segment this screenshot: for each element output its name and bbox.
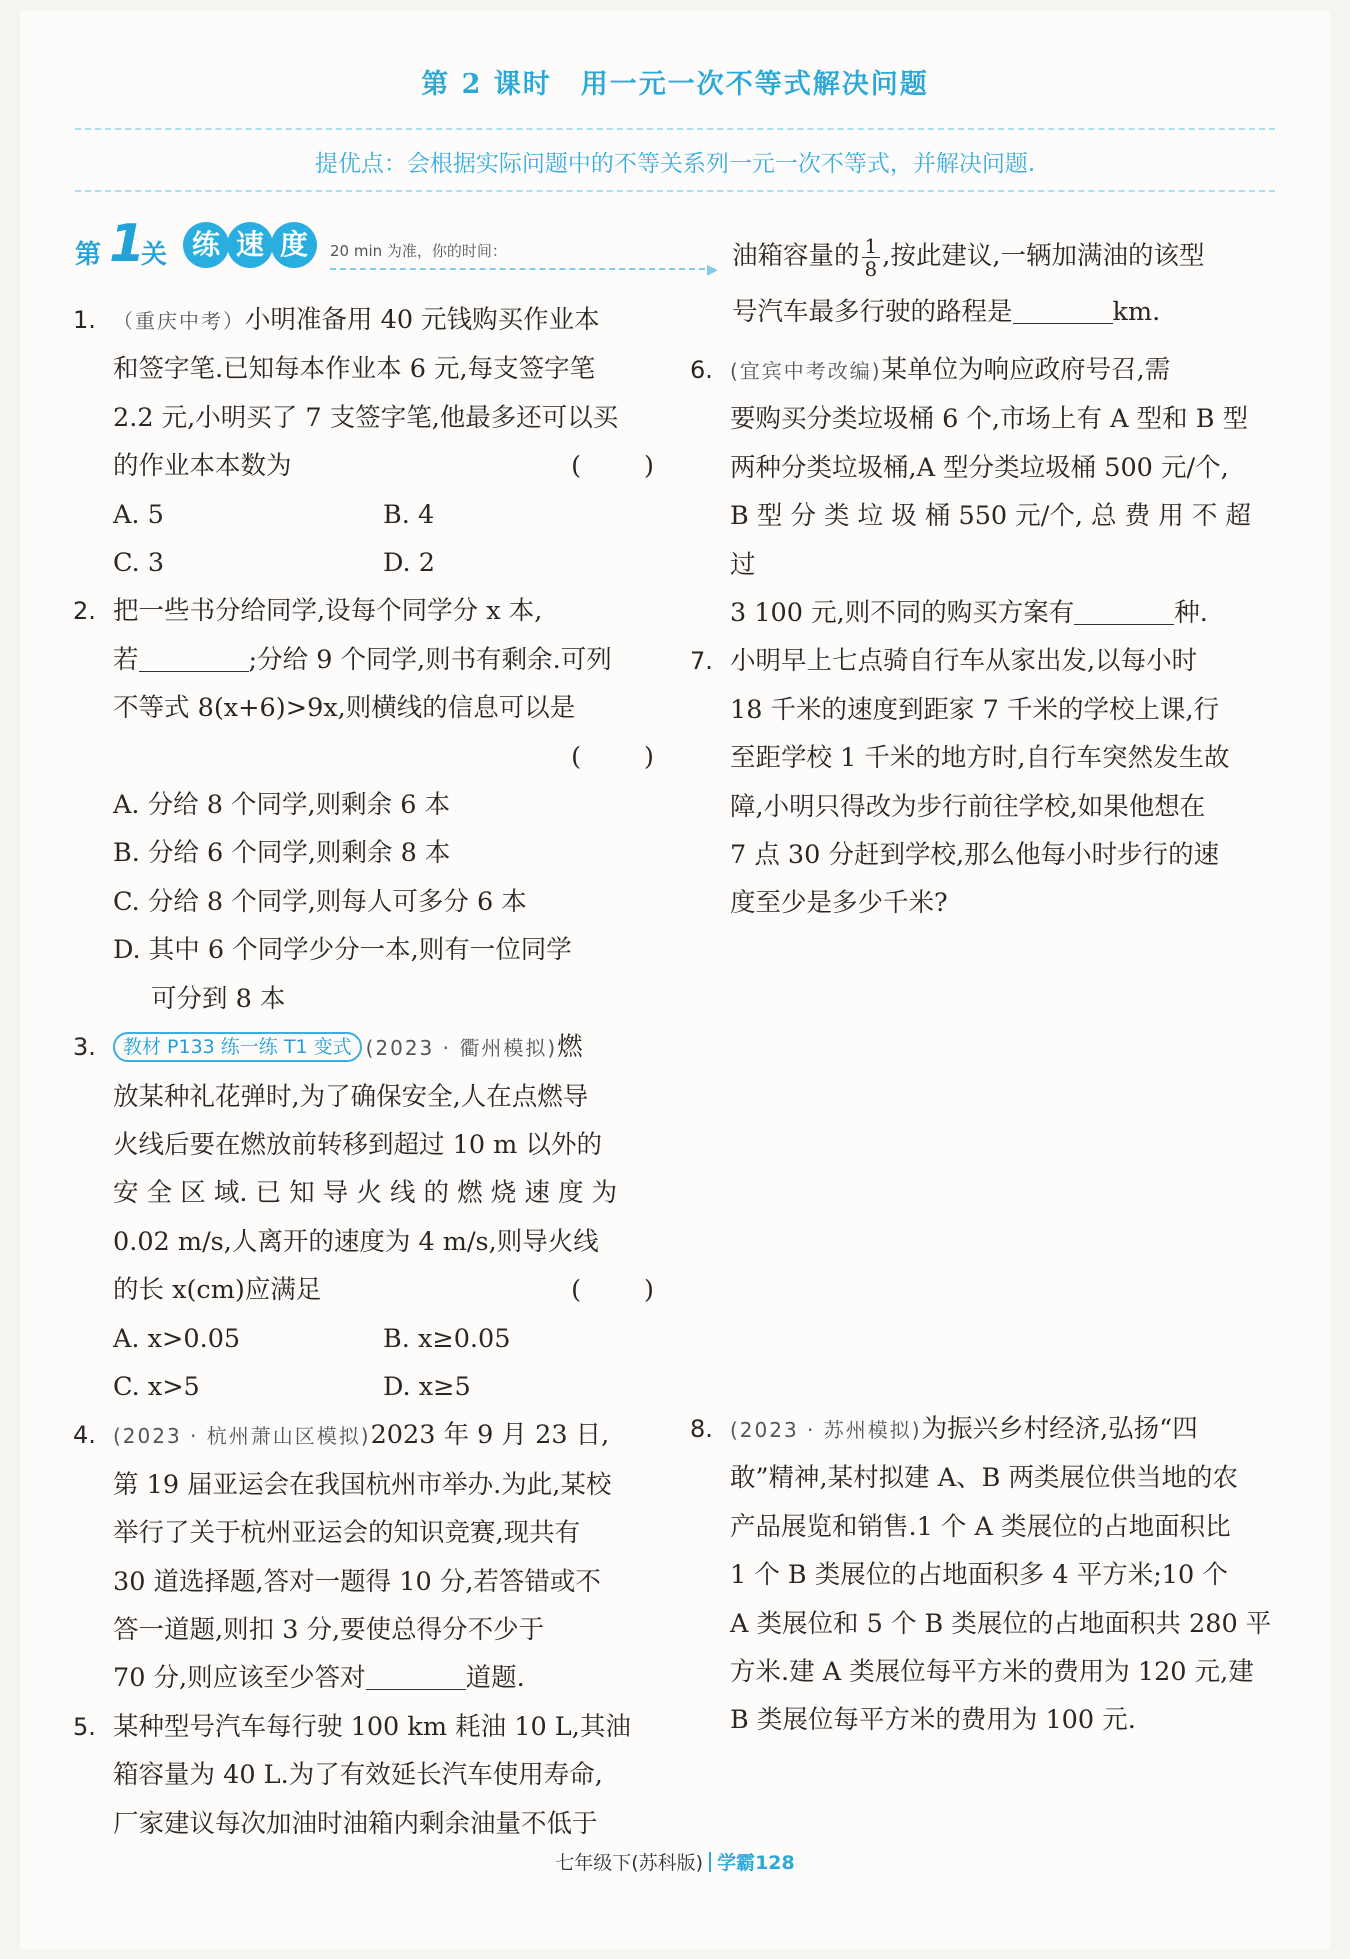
level-char-3: 度 — [271, 222, 317, 268]
question-text: 小明准备用 40 元钱购买作业本 — [245, 305, 600, 335]
tips-text: 提优点：会根据实际问题中的不等关系列一元一次不等式，并解决问题. — [314, 151, 1036, 177]
option[interactable]: D. x≥5 — [383, 1371, 471, 1402]
level-char-2: 速 — [227, 222, 273, 268]
question-text: ;分给 9 个同学,则书有剩余.可列 — [248, 644, 612, 675]
question-text: 厂家建议每次加油时油箱内剩余油量不低于 — [113, 1808, 598, 1839]
question-7 — [690, 637, 1280, 927]
question-text: 种. — [1174, 598, 1208, 629]
textbook-tag[interactable]: 教材 P133 练一练 T1 变式 — [113, 1032, 362, 1062]
question-text: 道题. — [465, 1663, 525, 1694]
question-text: 燃 — [557, 1032, 583, 1063]
question-text: 3 100 元,则不同的购买方案有 — [730, 598, 1075, 629]
question-text: 和签字笔.已知每本作业本 6 元,每支签字笔 — [113, 354, 596, 385]
question-text: 2.2 元,小明买了 7 支签字笔,他最多还可以买 — [113, 402, 619, 433]
time-line — [330, 268, 715, 270]
question-6 — [690, 346, 1280, 637]
answer-blank[interactable] — [1013, 297, 1113, 324]
footer-grade: 七年级下(苏科版) — [555, 1852, 704, 1874]
answer-blank[interactable] — [366, 1663, 466, 1690]
question-text: 号汽车最多行驶的路程是 — [732, 297, 1013, 327]
question-1 — [73, 296, 658, 491]
question-text: 2023 年 9 月 23 日, — [370, 1420, 610, 1451]
question-text: 油箱容量的 — [732, 241, 860, 271]
question-2 — [73, 587, 658, 781]
question-text: 不等式 8(x+6)>9x,则横线的信息可以是 — [113, 693, 576, 724]
level-prefix: 第 — [75, 240, 102, 270]
question-number: 7. — [690, 647, 713, 676]
question-3 — [73, 1023, 658, 1314]
question-text: 的长 x(cm)应满足 — [113, 1275, 322, 1306]
question-text: A 类展位和 5 个 B 类展位的占地面积共 280 平 — [730, 1608, 1272, 1639]
question-text: 产品展览和销售.1 个 A 类展位的占地面积比 — [730, 1511, 1231, 1542]
left-column — [73, 296, 658, 1848]
time-note: 20 min 为准，你的时间： — [330, 242, 507, 260]
option[interactable]: B. x≥0.05 — [383, 1323, 511, 1354]
question-text: 18 千米的速度到距家 7 千米的学校上课,行 — [730, 694, 1220, 725]
question-text: 答一道题,则扣 3 分,要使总得分不少于 — [113, 1614, 545, 1645]
divider — [75, 128, 1275, 130]
option[interactable]: C. 分给 8 个同学,则每人可多分 6 本 — [113, 886, 527, 917]
question-number: 3. — [73, 1033, 96, 1062]
question-text: 至距学校 1 千米的地方时,自行车突然发生故 — [730, 743, 1230, 774]
question-number: 8. — [690, 1414, 713, 1443]
footer-separator — [709, 1852, 711, 1872]
option[interactable]: A. 分给 8 个同学,则剩余 6 本 — [113, 790, 451, 821]
right-column — [690, 228, 1280, 1745]
options — [73, 1315, 658, 1412]
option[interactable]: B. 分给 6 个同学,则剩余 8 本 — [113, 838, 451, 869]
question-source: (宜宾中考改编) — [730, 359, 882, 383]
fraction-numerator: 1 — [862, 235, 881, 258]
question-number: 4. — [73, 1421, 96, 1450]
question-5-continued — [690, 228, 1280, 340]
answer-paren[interactable]: ( ) — [571, 741, 658, 772]
footer-brand: 学霸 — [717, 1852, 756, 1874]
question-number: 1. — [73, 306, 96, 334]
answer-blank[interactable] — [1074, 598, 1174, 625]
question-text: 70 分,则应该至少答对 — [113, 1663, 366, 1694]
question-text: 为振兴乡村经济,弘扬“四 — [921, 1413, 1198, 1444]
question-text: B 型 分 类 垃 圾 桶 550 元/个, 总 费 用 不 超 过 — [730, 501, 1251, 580]
question-source: (2023 · 苏州模拟) — [730, 1417, 922, 1442]
question-text: 放某种礼花弹时,为了确保安全,人在点燃导 — [113, 1081, 589, 1112]
question-4 — [73, 1411, 658, 1702]
question-text: 7 点 30 分赶到学校,那么他每小时步行的速 — [730, 840, 1220, 871]
question-text: 障,小明只得改为步行前往学校,如果他想在 — [730, 791, 1206, 822]
page-title: 第 2 课时 用一元一次不等式解决问题 — [421, 69, 929, 100]
divider — [75, 190, 1275, 192]
question-5 — [73, 1703, 658, 1848]
question-text: 要购买分类垃圾桶 6 个,市场上有 A 型和 B 型 — [730, 404, 1249, 435]
question-text: 方米.建 A 类展位每平方米的费用为 120 元,建 — [730, 1656, 1254, 1687]
question-text: 举行了关于杭州亚运会的知识竞赛,现共有 — [113, 1518, 581, 1549]
question-text: 把一些书分给同学,设每个同学分 x 本, — [113, 596, 543, 627]
question-text: 若 — [113, 644, 139, 675]
option[interactable]: A. x>0.05 — [113, 1323, 241, 1354]
arrow-right-icon: ▶ — [707, 262, 718, 278]
option[interactable]: C. x>5 — [113, 1371, 200, 1402]
answer-space[interactable] — [690, 928, 1280, 1405]
option[interactable]: D. 2 — [383, 548, 435, 579]
question-text: km. — [1112, 297, 1161, 327]
question-text: 30 道选择题,答对一题得 10 分,若答错或不 — [113, 1566, 601, 1597]
question-text: 某种型号汽车每行驶 100 km 耗油 10 L,其油 — [113, 1711, 631, 1742]
option[interactable]: A. 5 — [113, 499, 164, 530]
question-text: 的作业本本数为 — [113, 451, 292, 482]
question-text: 0.02 m/s,人离开的速度为 4 m/s,则导火线 — [113, 1226, 599, 1257]
level-suffix: 关 — [141, 240, 168, 270]
option[interactable]: D. 其中 6 个同学少分一本,则有一位同学 — [113, 935, 572, 966]
answer-blank[interactable] — [139, 645, 249, 672]
question-text: B 类展位每平方米的费用为 100 元. — [730, 1705, 1136, 1736]
question-text: ,按此建议,一辆加满油的该型 — [882, 241, 1205, 271]
level-banner — [75, 214, 718, 280]
level-number: 1 — [109, 214, 146, 274]
question-8 — [690, 1405, 1280, 1745]
answer-paren[interactable]: ( ) — [571, 1275, 658, 1306]
question-text: 火线后要在燃放前转移到超过 10 m 以外的 — [113, 1129, 602, 1160]
option[interactable]: C. 3 — [113, 548, 165, 579]
question-text: 箱容量为 40 L.为了有效延长汽车使用寿命, — [113, 1760, 603, 1791]
question-number: 2. — [73, 597, 96, 626]
question-text: 1 个 B 类展位的占地面积多 4 平方米;10 个 — [730, 1560, 1228, 1591]
question-source: (2023 · 杭州萧山区模拟) — [113, 1424, 371, 1449]
question-text: 第 19 届亚运会在我国杭州市举办.为此,某校 — [113, 1469, 612, 1500]
question-number: 6. — [690, 356, 713, 384]
question-text: 两种分类垃圾桶,A 型分类垃圾桶 500 元/个, — [730, 452, 1229, 483]
option[interactable]: B. 4 — [383, 499, 435, 530]
question-text: 小明早上七点骑自行车从家出发,以每小时 — [730, 646, 1198, 677]
option-continued: 可分到 8 本 — [151, 983, 286, 1014]
question-text: 某单位为响应政府号召,需 — [881, 355, 1171, 385]
question-text: 敢”精神,某村拟建 A、B 两类展位供当地的农 — [730, 1463, 1239, 1494]
question-text: 度至少是多少千米? — [730, 888, 948, 919]
page-number: 128 — [755, 1852, 795, 1874]
page-footer — [0, 1848, 1350, 1875]
answer-paren[interactable]: ( ) — [571, 451, 658, 482]
options — [73, 491, 658, 588]
question-number: 5. — [73, 1712, 96, 1741]
question-text: 安 全 区 域. 已 知 导 火 线 的 燃 烧 速 度 为 — [113, 1178, 618, 1209]
fraction-denominator: 8 — [864, 256, 878, 281]
question-source: （重庆中考） — [113, 309, 245, 333]
fraction — [862, 235, 881, 280]
question-source: (2023 · 衢州模拟) — [365, 1036, 558, 1061]
level-char-1: 练 — [183, 222, 229, 268]
